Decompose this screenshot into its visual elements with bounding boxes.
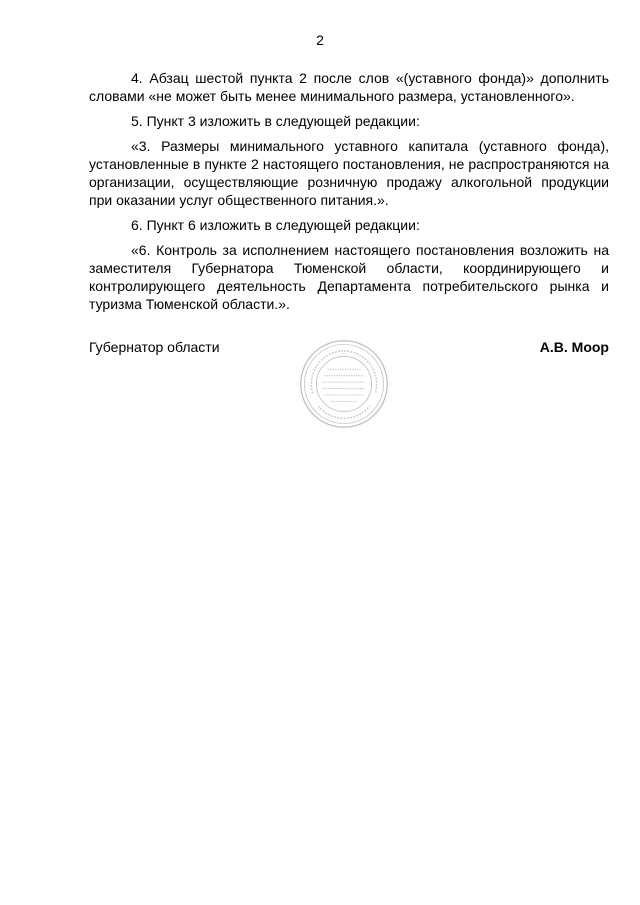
signer-title: Губернатор области [89, 339, 220, 355]
page-number: 2 [316, 32, 324, 48]
paragraph-item-4: 4. Абзац шестой пункта 2 после слов «(уставного фонда)» дополнить словами «не может быть менее минимального размера, установленного». [89, 70, 609, 104]
document-body [89, 69, 609, 320]
paragraph-item-5-text: «3. Размеры минимального уставного капитала (уставного фонда), установленные в пункте 2 настоящего постановления, не распространяются на организации, осуществляющие розничную продажу алкогольной продукции при оказании услуг общественного питания.». [89, 138, 609, 208]
official-seal-icon [298, 338, 390, 430]
signer-name: А.В. Моор [539, 339, 609, 355]
paragraph-item-6-text: «6. Контроль за исполнением настоящего постановления возложить на заместителя Губернатора Тюменской области, координирующего и контролирующего деятельность Департамента потребительского рынка и туризма Тюменской области.». [89, 242, 609, 312]
paragraph-item-6: 6. Пункт 6 изложить в следующей редакции: [131, 217, 420, 233]
paragraph-item-5: 5. Пункт 3 изложить в следующей редакции: [131, 113, 420, 129]
